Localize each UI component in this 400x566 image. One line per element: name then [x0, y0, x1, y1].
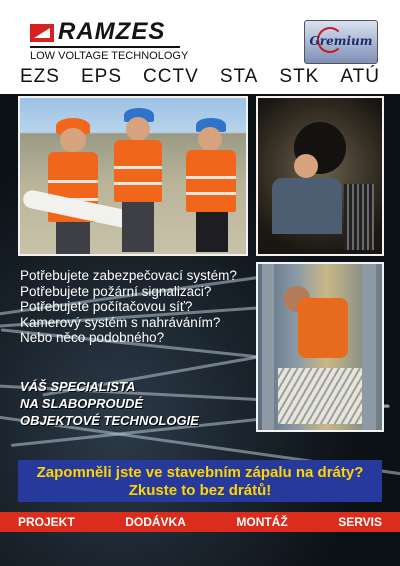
service-montaz: MONTÁŽ [236, 515, 288, 529]
system-atu: ATÚ [340, 66, 380, 87]
photo-tunnel-technician [256, 96, 384, 256]
brand-subtitle: LOW VOLTAGE TECHNOLOGY [30, 50, 189, 62]
partner-name: Gremium [309, 34, 373, 48]
tagline-line: NA SLABOPROUDÉ [20, 396, 144, 411]
question-item: Potřebujete počítačovou síť? [20, 299, 193, 314]
systems-list [0, 66, 400, 92]
tagline-line: VÁŠ SPECIALISTA [20, 379, 136, 394]
system-eps: EPS [80, 66, 123, 87]
service-servis: SERVIS [338, 515, 382, 529]
questions-list [20, 268, 260, 346]
wireless-banner [18, 460, 382, 502]
system-ezs: EZS [20, 66, 60, 87]
cable-bundle [344, 184, 374, 250]
brand-name: RAMZES [58, 18, 166, 45]
question-item: Kamerový systém s nahráváním? [20, 314, 221, 330]
technician-vest [298, 298, 348, 358]
question-item: Potřebujete požární signalizaci? [20, 283, 212, 299]
partner-logo [304, 20, 378, 64]
services-bar [0, 512, 400, 532]
photo-rack-technician [256, 262, 384, 432]
service-projekt: PROJEKT [18, 515, 75, 529]
cable-pile [278, 368, 362, 424]
technician-head [294, 154, 318, 178]
header [0, 0, 400, 94]
rack-rail [262, 264, 274, 430]
tagline-line: OBJEKTOVÉ TECHNOLOGIE [20, 413, 199, 428]
service-dodavka: DODÁVKA [125, 515, 186, 529]
photo-construction-workers [18, 96, 248, 256]
rack-rail [362, 264, 376, 430]
system-cctv: CCTV [143, 66, 199, 87]
question-item: Potřebujete zabezpečovací systém? [20, 268, 237, 283]
banner-line-1: Zapomněli jste ve stavebním zápalu na dráty? [36, 464, 364, 481]
question-item: Nebo něco podobného? [20, 330, 165, 345]
banner-line-2: Zkuste to bez drátů! [128, 482, 272, 499]
brand-divider [30, 46, 180, 48]
system-stk: STK [279, 66, 320, 87]
specialist-tagline [20, 378, 250, 429]
system-sta: STA [219, 66, 259, 87]
ramzes-logo-icon [30, 24, 54, 42]
technician-body [272, 178, 342, 234]
